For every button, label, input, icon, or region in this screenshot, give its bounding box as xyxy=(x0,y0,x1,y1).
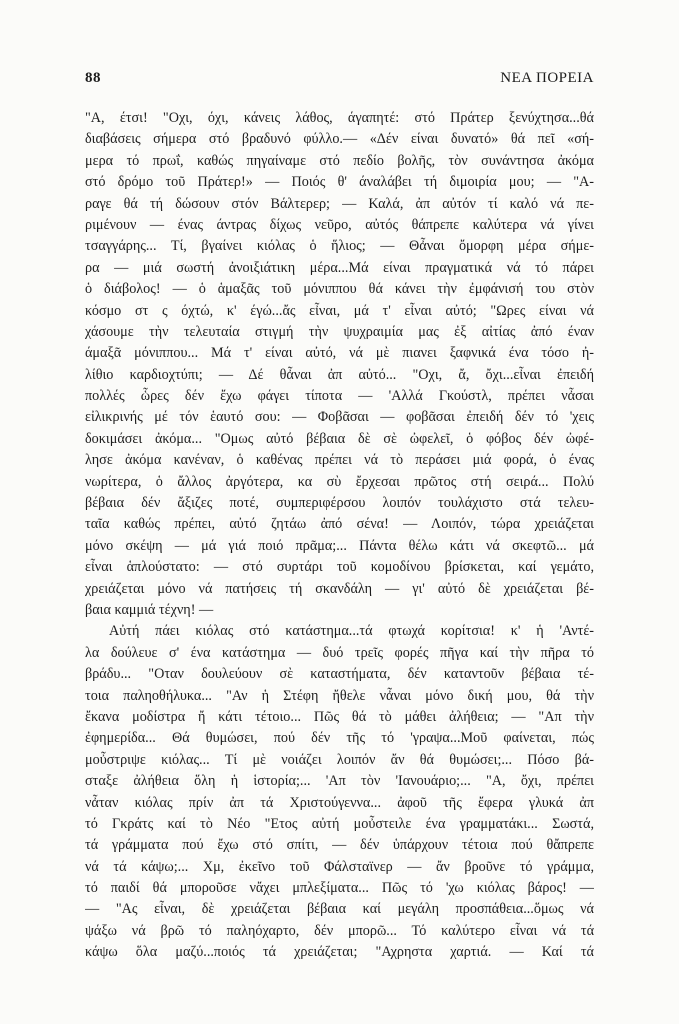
text-line: νἆταν κιόλας πρίν ἀπ τά Χριστούγεννα... ἀφοῦ τῆς ἔφερα γλυκά ἀπ xyxy=(85,794,594,811)
text-line: τοια παληοθήλυκα... "Αν ἡ Στέφη ἤθελε νἆναι μόνο δική μου, θά τὴν xyxy=(85,687,594,704)
text-line: τό παιδί θά μποροῦσε νἄχει μπλεξίματα... Πῶς τό 'χω κιόλας βάρος! — xyxy=(85,880,594,897)
text-line: λα δούλευε σ' ένα κατάστημα — δυό τρεῖς φορές πῆγα καί τὴν πῆρα τό xyxy=(85,644,594,661)
text-line: τσαγγάρης... Τί, βγαίνει κιόλας ὁ ἥλιος; — Θἆναι ὄμορφη μέρα σήμε- xyxy=(85,238,594,255)
text-line: λίθιο καρδιοχτύπι; — Δέ θἆναι ἀπ αὐτό... "Οχι, ἄ, ὄχι...εἶναι ἐπειδή xyxy=(85,366,594,383)
text-line: διαβάσεις σήμερα στό βραδυνό φύλλο.— «Δέν είναι δυνατό» θά πεῖ «σή- xyxy=(85,131,594,148)
text-line: Αὐτή πάει κιόλας στό κατάστημα...τά φτωχά κορίτσια! κ' ἡ 'Αντέ- xyxy=(109,623,594,640)
text-line: χρειάζεται μόνο νά πατήσεις τή σκανδάλη — γι' αὐτό δὲ χρειάζεται βέ- xyxy=(85,580,594,597)
text-line: "Α, έτσι! "Οχι, όχι, κάνεις λάθος, άγαπητέ: στό Πράτερ ξενύχτησα...θά xyxy=(85,110,594,126)
text-line: εἰλικρινής μέ τόν ἑαυτό σου: — Φοβᾶσαι — φοβᾶσαι ἐπειδή δέν τό 'χεις xyxy=(85,409,594,426)
text-line: τό Γκράτς καί τὸ Νέο "Ετος αὐτή μοὖστειλε ένα γραμματάκι... Σωστά, xyxy=(85,815,594,832)
text-line: λησε ἀκόμα κανέναν, ὁ καθένας πρέπει νά τὸ περάσει μιά φορά, ὁ ένας xyxy=(85,452,594,469)
text-line: χάσουμε τὴν τελευταία στιγμή τὴν ψυχραιμία μας ἐξ αἰτίας ἀπό έναν xyxy=(85,323,594,340)
text-line: μερα τό πρωΐ, καθώς πηγαίναμε στό πεδίο βολῆς, τὸν συνάντησα ἀκόμα xyxy=(85,152,594,169)
text-line: ἐφημερίδα... Θά θυμώσει, πού δέν τῆς τό 'γραψα...Μοῦ φαίνεται, πώς xyxy=(85,730,594,747)
text-line: ὁ διάβολος! — ὁ ἁμαξᾶς τοῦ μόνιππου θά κάνει τὴν ἐμφάνισή του στὸν xyxy=(85,281,594,298)
page-header xyxy=(85,70,594,92)
text-line: μόνο σκέψη — μά γιά ποιό πρᾶμα;... Πάντα θέλω κάτι νά σκεφτῶ... μά xyxy=(85,537,594,554)
text-line: πολλές ὧρες δέν ἔχω φάγει τίποτα — 'Αλλά Γκούστλ, πρέπει νἆσαι xyxy=(85,388,594,405)
text-line: — "Ας εἶναι, δὲ χρειάζεται βέβαια καί μεγάλη προσπάθεια...ὅμως νά xyxy=(85,901,594,918)
text-line: σταξε ἀλήθεια ὅλη ἡ ἱστορία;... 'Απ τὸν 'Ιανουάριο;... "Α, ὄχι, πρέπει xyxy=(85,773,594,790)
body-text xyxy=(85,108,594,964)
text-line: νά τά κάψω;... Χμ, ἐκεῖνο τοῦ Φάλσταϊνερ — ἄν βροῦνε τό γράμμα, xyxy=(85,858,594,875)
text-line: ρα — μιά σωστή ἀνοιξιάτικη μέρα...Μά είναι πραγματικά νά τό πάρει xyxy=(85,259,594,276)
text-line: άμαξᾶ μόνιππου... Μά τ' είναι αὐτό, νά μὲ πιανει ξαφνικά ένα τόσο ἠ- xyxy=(85,345,594,362)
page-number: 88 xyxy=(85,70,101,86)
text-line: τά γράμματα πού ἔχω στό σπίτι, — δέν ὑπάρχουν τέτοια πού θἄπρεπε xyxy=(85,837,594,854)
text-line: ταῖα καθώς πρέπει, αὐτό ζητάω ἀπό σένα! — Λοιπόν, τώρα χρειάζεται xyxy=(85,516,594,533)
text-line: δοκιμάσει ἀκόμα... "Ομως αὐτό βέβαια δὲ σὲ ὠφελεῖ, ὁ φόβος δέν ὠφέ- xyxy=(85,430,594,447)
text-line: κόσμο στ ς όχτώ, κ' έγώ...ἄς εἶναι, μά τ' εἶναι αὐτό; "Ωρες είναι νά xyxy=(85,302,594,319)
text-line: στό δρόμο τοῦ Πράτερ!» — Ποιός θ' άναλάβει τή διμοιρία μου; — "Α- xyxy=(85,174,594,191)
text-line: βέβαια δέν ἄξιζες ποτέ, συμπεριφέρσου λοιπόν τουλάχιστο στά τελευ- xyxy=(85,495,594,512)
text-line: νωρίτερα, ὁ ἄλλος ἀργότερα, κα σὺ ἔρχεσαι πρῶτος στή σειρά... Πολύ xyxy=(85,473,594,490)
text-line: ψάξω νά βρῶ τό παληόχαρτο, δέν μπορῶ... Τό καλύτερο εἶναι νά τά xyxy=(85,922,594,939)
text-line: βράδυ... "Οταν δουλεύουν σὲ καταστήματα, δέν καταντοῦν βέβαια τέ- xyxy=(85,666,594,683)
text-line: ριμένουν — ένας άντρας δίχως νεῦρο, αὐτός θάπρεπε καλύτερα νά γίνει xyxy=(85,216,594,233)
text-line: εἶναι ἁπλούστατο: — στό συρτάρι τοῦ κομοδίνου βρίσκεται, καί γεμάτο, xyxy=(85,559,594,576)
text-line: ἔκανα μοδίστρα ἤ κάτι τέτοιο... Πῶς θά τὸ μάθει ἀλήθεια; — "Απ τὴν xyxy=(85,708,594,725)
text-line: μοὖστριψε κιόλας... Τί μὲ νοιάζει λοιπόν ἄν θά θυμώσει;... Πόσο βά- xyxy=(85,751,594,768)
running-head: ΝΕΑ ΠΟΡΕΙΑ xyxy=(500,70,594,86)
text-line: κάψω ὅλα μαζύ...ποιός τά χρειάζεται; "Αχρηστα χαρτιά. — Καί τά xyxy=(85,944,594,961)
text-line: ραγε θά τή δώσουν στόν Βάλτερερ; — Καλά, ἀπ αὐτόν τί καλό νά πε- xyxy=(85,195,594,212)
text-line: βαια καμμιά τέχνη! — xyxy=(85,601,214,618)
